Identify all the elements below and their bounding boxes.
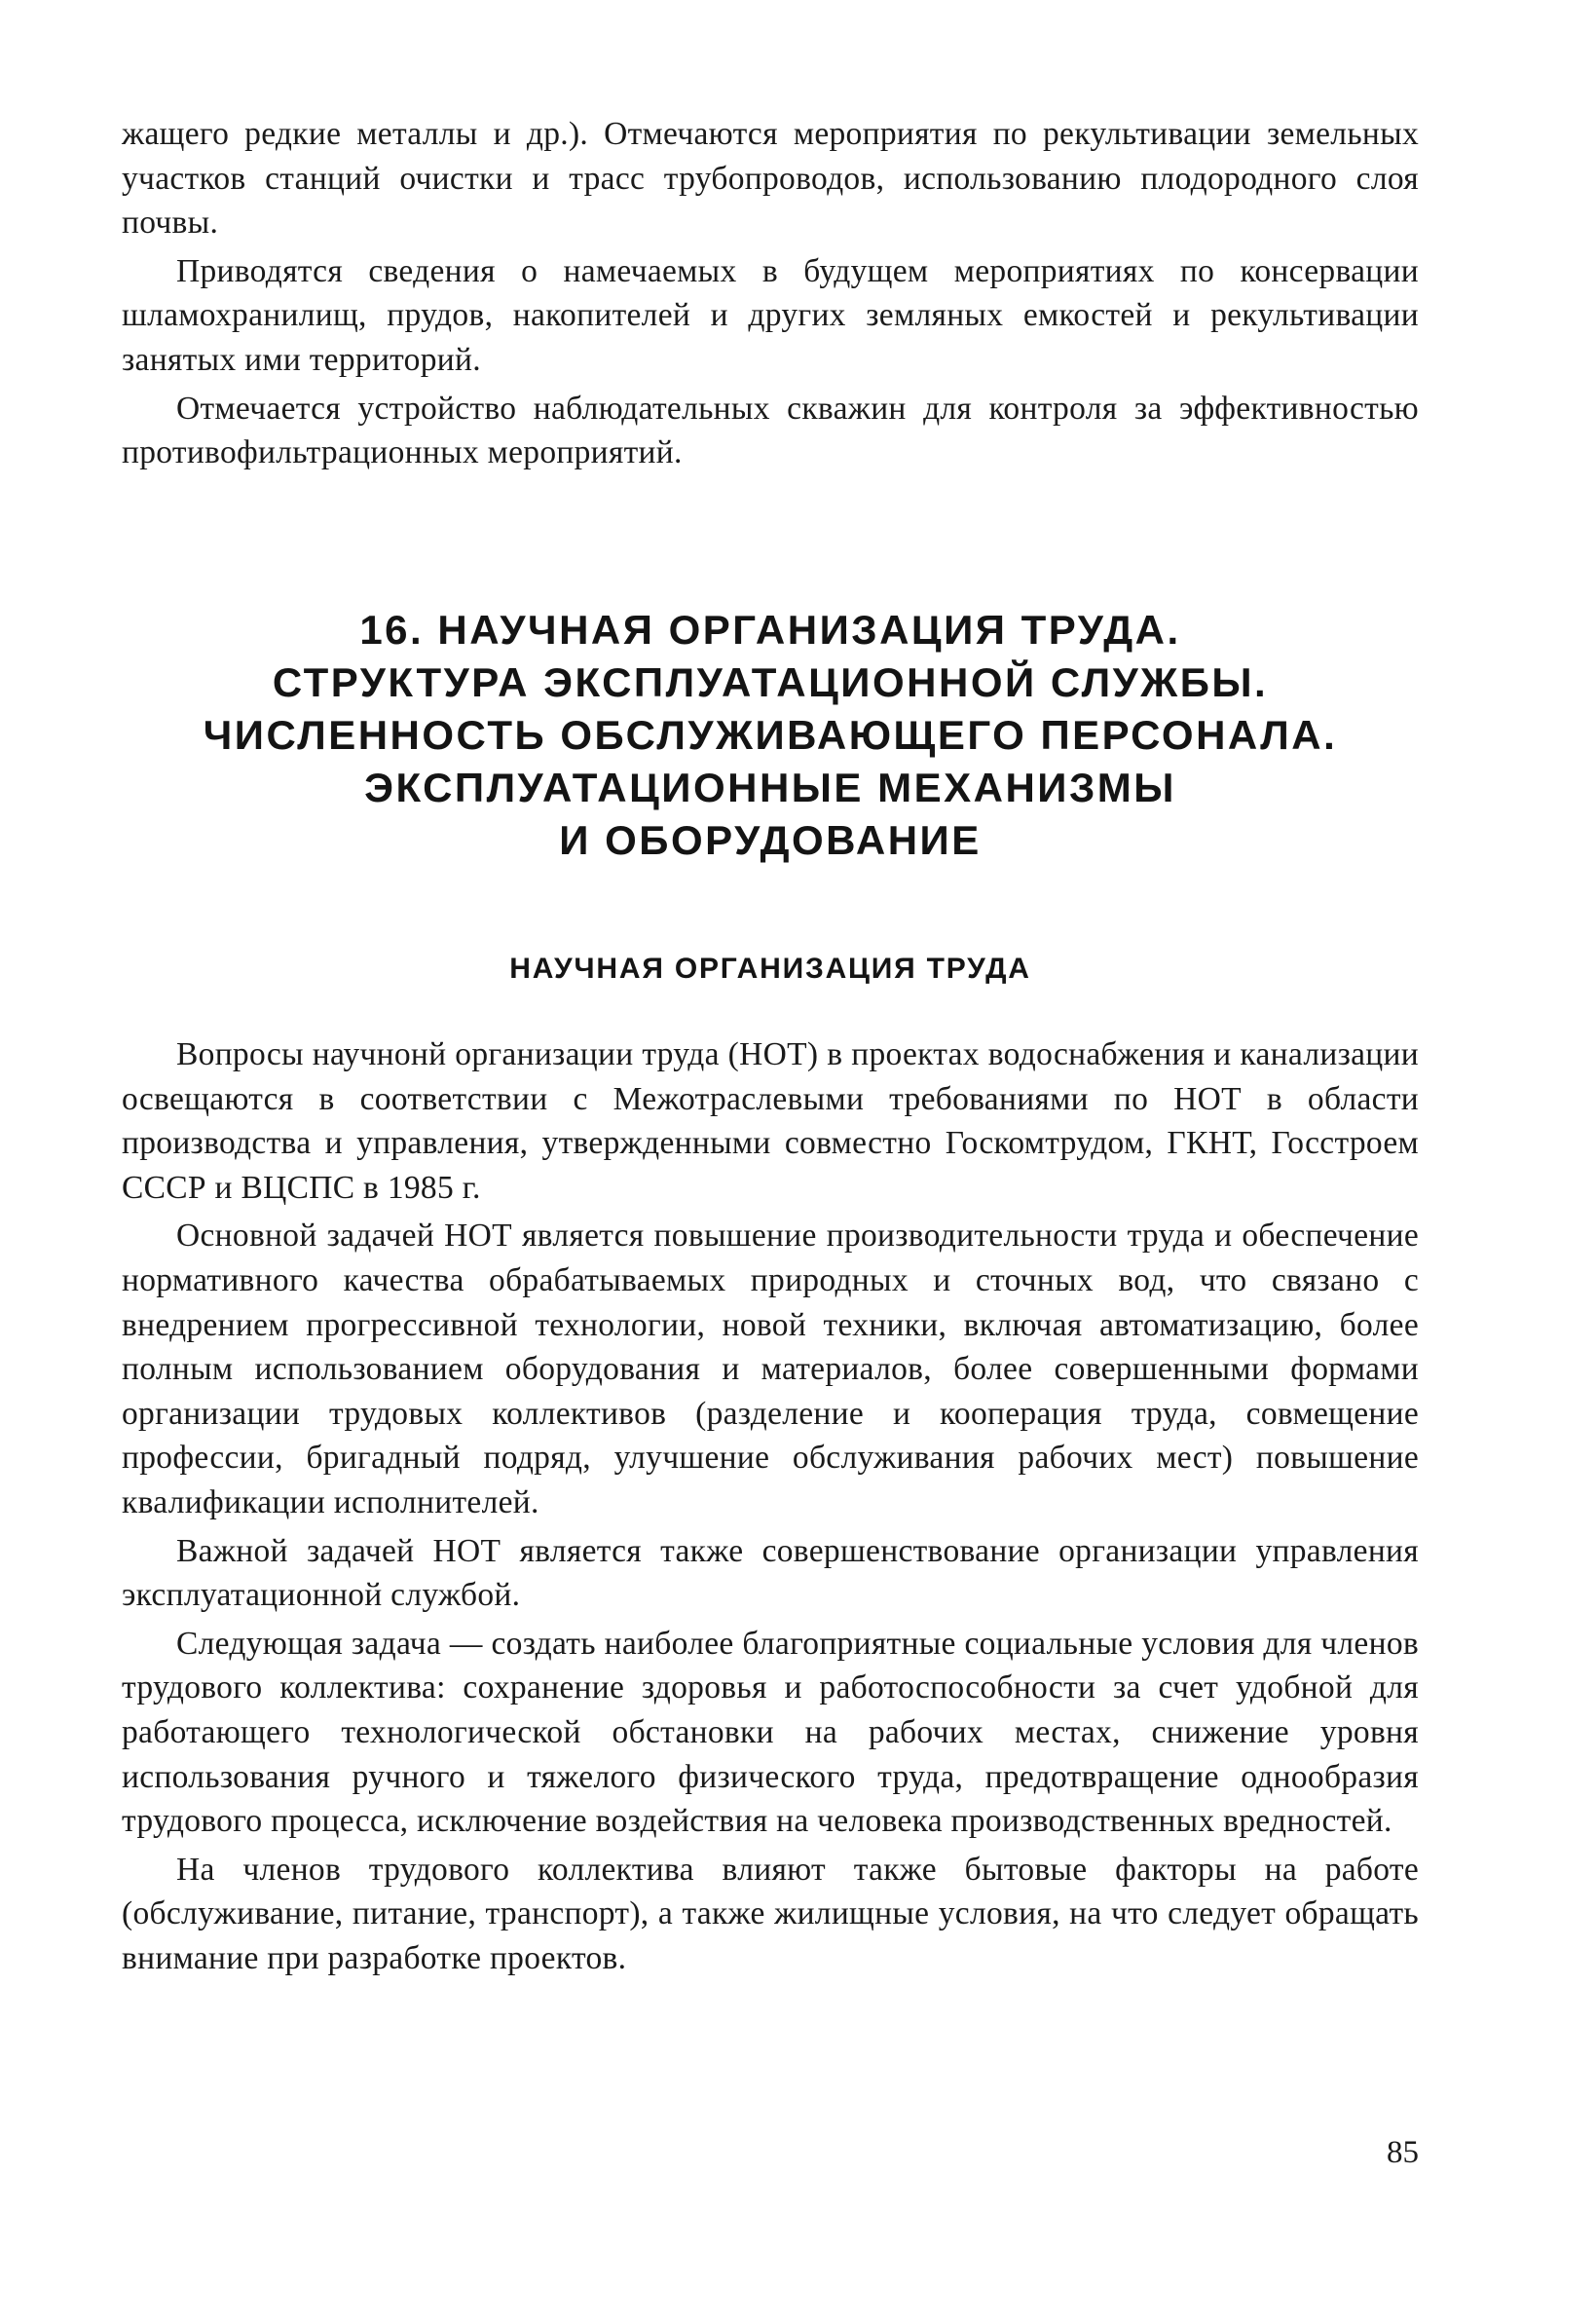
paragraph-main-task: Основной задачей НОТ является повышение производительности труда и обеспечение нормативного качества обрабатываемых природных и сточных вод, что связано с внедрением прогрессивной технологии, новой техники, включая автоматизацию, более полным использованием оборудования и материалов, более совершенными формами организации трудовых коллективов (разделение и кооперация труда, совмещение профессии, бригадный подряд, улучшение обслуживания рабочих мест) повышение квалификации исполнителей. [122, 1218, 1419, 1520]
chapter-title-line: И ОБОРУДОВАНИЕ [559, 817, 982, 863]
chapter-title [122, 604, 1419, 867]
paragraph-social-conditions: Следующая задача — создать наиболее благоприятные социальные условия для членов трудового коллектива: сохранение здоровья и работоспособности за счет удобной для работающего технологической обстановки на рабочих местах, снижение уровня использования ручного и тяжелого физического труда, предотвращение однообразия трудового процесса, исключение воздействия на человека производственных вредностей. [122, 1625, 1419, 1840]
body-text-block [122, 1032, 1419, 1980]
paragraph-conservation: Приводятся сведения о намечаемых в будущем мероприятиях по консервации шламохранилищ, прудов, накопителей и других земляных емкостей и рекультивации занятых ими территорий. [122, 252, 1419, 378]
paragraph-not-requirements: Вопросы научнонй организации труда (НОТ) в проектах водоснабжения и канализации освещаются в соответствии с Межотраслевыми требованиями по НОТ в области производства и управления, утвержденными совместно Госкомтрудом, ГКНТ, Госстроем СССР и ВЦСПС в 1985 г. [122, 1036, 1419, 1206]
section-heading: НАУЧНАЯ ОРГАНИЗАЦИЯ ТРУДА [509, 953, 1031, 985]
chapter-title-line: СТРУКТУРА ЭКСПЛУАТАЦИОННОЙ СЛУЖБЫ. [272, 659, 1269, 705]
chapter-title-line: ЧИСЛЕННОСТЬ ОБСЛУЖИВАЮЩЕГО ПЕРСОНАЛА. [203, 712, 1338, 758]
chapter-title-line: ЭКСПЛУАТАЦИОННЫЕ МЕХАНИЗМЫ [364, 765, 1176, 810]
paragraph-observation-wells: Отмечается устройство наблюдательных скважин для контроля за эффективностью противофильтрационных мероприятий. [122, 390, 1419, 471]
paragraph-household-factors: На членов трудового коллектива влияют также бытовые факторы на работе (обслуживание, питание, транспорт), а также жилищные условия, на что следует обращать внимание при разработке проектов. [122, 1851, 1419, 1976]
paragraph-management-task: Важной задачей НОТ является также совершенствование организации управления эксплуатационной службой. [122, 1532, 1419, 1614]
top-text-block [122, 112, 1419, 475]
paragraph-continuation: жащего редкие металлы и др.). Отмечаются мероприятия по рекультивации земельных участков станций очистки и трасс трубопроводов, использованию плодородного слоя почвы. [122, 116, 1419, 242]
chapter-title-line: 16. НАУЧНАЯ ОРГАНИЗАЦИЯ ТРУДА. [359, 607, 1181, 653]
page-number: 85 [1387, 2135, 1419, 2170]
